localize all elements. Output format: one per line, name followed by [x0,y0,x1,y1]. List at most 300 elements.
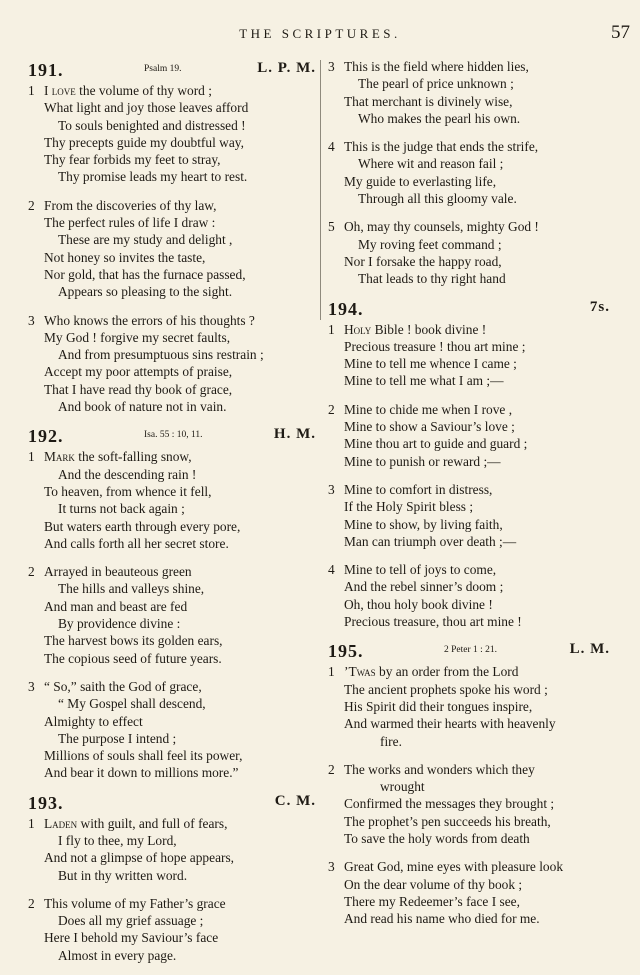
line-text [380,733,402,750]
line-text [344,355,517,372]
line-text [58,231,232,248]
line-words: What light and joy those leaves afford [44,100,249,116]
line-text [380,778,425,795]
line-text [44,483,212,500]
verse-line [324,401,614,418]
verse-line [24,249,320,266]
line-words: Oh, thou holy book divine ! [344,596,493,612]
verse-line [324,596,614,613]
line-text [344,481,492,498]
line-words: fire. [380,733,402,749]
line-words: Mine to tell me what I am ;— [344,373,504,389]
line-text [344,561,496,578]
line-words: the soft-falling snow, [74,449,192,465]
verse [324,481,614,550]
verse-line [24,650,320,667]
line-text [44,312,255,329]
line-words: Almost in every page. [58,947,177,963]
line-text [44,134,244,151]
verse-line [24,82,320,99]
line-words: This volume of my Father’s grace [44,895,226,911]
line-words: The harvest bows its golden ears, [44,633,223,649]
line-text [58,730,176,747]
verse-line [24,535,320,552]
verse-line [24,363,320,380]
small-caps-opening: Holy [344,321,372,337]
verse-number: 1 [328,664,335,680]
verse-line [324,761,614,778]
line-words: And calls forth all her secret store. [44,535,229,551]
hymn-number: 192. [28,426,64,447]
verse-line [324,910,614,927]
line-words: Thy precepts guide my doubtful way, [44,134,244,150]
line-text [58,117,246,134]
line-text [58,695,206,712]
line-text [44,895,226,912]
line-text [58,398,226,415]
verse-line [24,448,320,465]
verse [24,197,320,301]
verse-line [24,832,320,849]
verse-line [24,580,320,597]
hymn-meter: H. M. [273,426,316,443]
line-text [344,663,518,680]
verse-number: 3 [328,59,335,74]
line-text [44,747,242,764]
verse-line [24,151,320,168]
line-words: That leads to thy right hand [358,271,506,287]
line-words: The purpose I intend ; [58,730,177,746]
hymn [324,58,614,288]
line-words: Bible ! book divine ! [371,321,487,337]
line-words: “ So,” saith the God of grace, [44,678,202,694]
verse [324,663,614,749]
line-text [58,500,185,517]
line-text [44,99,248,116]
verse-line [24,849,320,866]
hymn-meter: 7s. [589,298,610,315]
verse-line [324,663,614,680]
verse [324,138,614,207]
hymn-header [324,641,614,663]
line-text [44,535,229,552]
line-text [344,761,535,778]
line-text [344,698,532,715]
line-text [358,110,520,127]
hymn-meter: L. M. [569,641,610,658]
verse [324,761,614,847]
line-words: And the descending rain ! [58,466,197,482]
line-words: But waters earth through every pore, [44,518,241,534]
verse-line [24,713,320,730]
small-caps-opening: ’Twas [344,664,376,680]
line-words: If the Holy Spirit bless ; [344,499,474,515]
verse [324,58,614,127]
hymn-header [24,793,320,815]
line-text [344,401,512,418]
hymn-header [24,60,320,82]
line-words: Precious treasure ! thou art mine ; [344,338,526,354]
line-text [344,876,522,893]
verse-line [324,218,614,235]
verse-line [324,498,614,515]
line-words: His Spirit did their tongues inspire, [344,698,533,714]
verse-line [324,698,614,715]
verse-number: 2 [328,761,335,777]
verse-line [324,578,614,595]
small-caps-opening: I love [44,83,76,98]
line-text [44,266,246,283]
line-text [44,650,222,667]
line-text [344,372,504,389]
line-text [344,93,512,110]
verse [24,312,320,416]
line-text [358,155,503,172]
line-words: And read his name who died for me. [344,911,540,927]
verse-line [24,283,320,300]
verse-line [324,453,614,470]
hymn-number: 193. [28,792,64,813]
line-text [344,338,525,355]
line-text [44,448,192,465]
line-words: From the discoveries of thy law, [44,197,217,213]
line-words: Mine thou art to guide and guard ; [344,436,528,452]
verse-line [24,99,320,116]
line-text [344,533,516,550]
line-words: The ancient prophets spoke his word ; [344,681,548,697]
line-text [344,830,530,847]
verse-line [324,613,614,630]
verse-line [24,929,320,946]
line-text [58,346,264,363]
line-text [44,82,212,99]
verse-line [24,747,320,764]
line-text [44,678,202,695]
verse-line [324,270,614,287]
line-words: My guide to everlasting life, [344,173,497,189]
verse-number: 2 [328,401,335,417]
line-text [44,214,215,231]
line-text [58,615,180,632]
line-words: “ My Gospel shall descend, [58,696,206,712]
verse [324,858,614,927]
line-words: with guilt, and full of fears, [77,815,228,831]
verse-number: 3 [328,859,335,875]
line-words: To save the holy words from death [344,830,530,846]
verse-number: 5 [328,219,335,235]
verse-line [324,75,614,92]
hymn-number: 191. [28,60,64,80]
line-text [358,75,514,92]
line-words: by an order from the Lord [375,664,519,680]
verse [324,321,614,390]
line-words: And bear it down to millions more.” [44,765,239,781]
verse-number: 4 [328,562,335,578]
hymn-number: 195. [328,641,364,662]
line-text [58,832,177,849]
verse-line [324,795,614,812]
verse-line [324,155,614,172]
running-head [0,22,640,46]
line-words: These are my study and delight , [58,232,233,248]
verse-number: 2 [28,895,35,911]
line-text [344,715,556,732]
line-text [58,466,196,483]
line-text [44,598,187,615]
line-text [44,381,232,398]
line-words: My God ! forgive my secret faults, [44,329,231,345]
page-number: 57 [611,22,630,43]
verse-number: 1 [28,815,35,831]
line-text [344,795,554,812]
line-words: And book of nature not in vain. [58,399,227,415]
line-words: The pearl of price unknown ; [358,76,514,92]
verse-line [24,730,320,747]
line-words: wrought [380,779,425,795]
line-text [44,249,205,266]
verse [24,678,320,782]
verse-line [24,398,320,415]
line-words: Great God, mine eyes with pleasure look [344,859,564,875]
verse-line [24,117,320,134]
verse-line [24,598,320,615]
verse-line [24,312,320,329]
left-column [24,58,320,975]
line-text [44,713,143,730]
verse-line [24,231,320,248]
line-words: That I have read thy book of grace, [44,381,233,397]
line-words: And from presumptuous sins restrain ; [58,347,264,363]
verse-line [324,58,614,75]
line-words: Confirmed the messages they brought ; [344,796,555,812]
line-text [358,270,506,287]
line-text [344,596,493,613]
hymn [324,641,614,927]
line-words: Thy fear forbids my feet to stray, [44,152,221,168]
line-text [58,947,176,964]
verse-line [324,778,614,795]
line-words: And man and beast are fed [44,598,188,614]
hymn-scripture-reference: 2 Peter 1 : 21. [444,645,498,656]
line-text [344,858,563,875]
line-text [344,453,501,470]
verse-line [324,681,614,698]
verse [324,218,614,287]
line-words: And the rebel sinner’s doom ; [344,579,504,595]
verse-line [324,418,614,435]
line-words: Thy promise leads my heart to rest. [58,169,248,185]
verse-line [324,858,614,875]
verse [24,563,320,667]
verse-line [324,561,614,578]
line-words: Millions of souls shall feel its power, [44,748,243,764]
line-words: This is the judge that ends the strife, [344,139,539,155]
line-words: Precious treasure, thou art mine ! [344,614,522,630]
verse-line [324,253,614,270]
line-text [44,197,216,214]
line-words: Arrayed in beauteous green [44,564,192,580]
line-text [344,418,515,435]
verse-line [24,466,320,483]
small-caps-opening: Mark [44,449,75,465]
line-text [58,867,187,884]
verse [324,561,614,630]
line-text [344,498,473,515]
line-words: Oh, may thy counsels, mighty God ! [344,219,539,235]
right-column [324,58,614,938]
verse-line [24,815,320,832]
line-text [44,329,230,346]
line-text [44,849,234,866]
verse-line [24,381,320,398]
verse-line [324,715,614,732]
line-words: Appears so pleasing to the sight. [58,284,233,300]
line-words: Man can triumph over death ;— [344,533,517,549]
verse-line [24,346,320,363]
hymn [24,60,320,415]
line-text [58,283,232,300]
line-words: Not honey so invites the taste, [44,249,206,265]
line-words: But in thy written word. [58,867,188,883]
line-words: Almighty to effect [44,713,143,729]
line-text [358,190,517,207]
line-words: Through all this gloomy vale. [358,191,517,207]
line-words: Mine to comfort in distress, [344,481,493,497]
line-words: Mine to punish or reward ;— [344,453,501,469]
line-text [44,563,192,580]
line-text [344,613,522,630]
line-text [44,151,221,168]
verse-line [324,481,614,498]
line-words: And warmed their hearts with heavenly [344,716,556,732]
verse-line [324,321,614,338]
verse-line [324,435,614,452]
line-words: To souls benighted and distressed ! [58,117,246,133]
line-words: It turns not back again ; [58,501,185,517]
verse-line [324,372,614,389]
line-text [344,910,540,927]
verse-line [324,533,614,550]
line-text [344,893,520,910]
verse-number: 1 [328,321,335,337]
line-words: The prophet’s pen succeeds his breath, [344,813,551,829]
verse-line [24,895,320,912]
verse-number: 2 [28,564,35,580]
verse-line [24,500,320,517]
line-words: Accept my poor attempts of praise, [44,364,233,380]
line-words: Does all my grief assuage ; [58,913,204,929]
line-text [344,253,502,270]
verse-line [24,632,320,649]
line-text [344,58,529,75]
line-words: By providence divine : [58,616,181,632]
verse-line [24,197,320,214]
verse-line [24,329,320,346]
line-words: The hills and valleys shine, [58,581,205,597]
line-words: Mine to chide me when I rove , [344,401,513,417]
line-text [344,218,539,235]
hymn-scripture-reference: Psalm 19. [144,64,182,74]
line-words: Nor gold, that has the furnace passed, [44,266,246,282]
verse-line [324,733,614,750]
verse [24,448,320,552]
line-words: Mine to tell of joys to come, [344,562,497,578]
verse-line [324,876,614,893]
line-text [344,681,548,698]
verse-line [324,355,614,372]
line-text [344,813,551,830]
hymn-number: 194. [328,298,364,319]
line-words: Here I behold my Saviour’s face [44,930,219,946]
hymn-header [24,426,320,448]
verse-line [24,518,320,535]
hymn [24,426,320,781]
line-text [44,632,223,649]
verse-number: 3 [28,312,35,328]
line-words: The perfect rules of life I draw : [44,215,216,231]
line-words: Mine to show, by living faith, [344,516,503,532]
verse-line [324,813,614,830]
verse-line [24,615,320,632]
line-text [58,168,247,185]
verse-line [24,678,320,695]
line-text [358,236,502,253]
verse-line [24,912,320,929]
verse-line [24,695,320,712]
verse-line [324,93,614,110]
line-words: That merchant is divinely wise, [344,93,513,109]
line-words: This is the field where hidden lies, [344,59,529,74]
line-text [44,363,232,380]
verse-number: 4 [328,139,335,155]
line-words: the volume of thy word ; [75,83,212,98]
verse-number: 2 [28,197,35,213]
verse-line [24,764,320,781]
line-words: Nor I forsake the happy road, [344,253,502,269]
verse-line [24,563,320,580]
line-text [344,321,486,338]
verse-line [24,483,320,500]
line-text [58,580,204,597]
verse-line [324,893,614,910]
verse-number: 1 [28,83,35,98]
line-text [58,912,203,929]
line-text [344,138,538,155]
line-words: To heaven, from whence it fell, [44,483,212,499]
line-text [344,173,496,190]
hymn-meter: C. M. [274,792,316,809]
line-words: I fly to thee, my Lord, [58,832,177,848]
line-text [344,578,503,595]
verse-line [24,867,320,884]
verse-line [24,947,320,964]
hymn-scripture-reference: Isa. 55 : 10, 11. [144,430,203,441]
line-words: Mine to show a Saviour’s love ; [344,419,515,435]
line-text [344,516,503,533]
hymn-meter: L. P. M. [257,60,316,76]
verse [324,401,614,470]
verse-number: 1 [28,449,35,465]
line-words: On the dear volume of thy book ; [344,876,523,892]
line-text [344,435,527,452]
verse-line [324,190,614,207]
verse-line [324,110,614,127]
verse-line [324,236,614,253]
line-text [44,518,240,535]
hymn [24,793,320,964]
verse-line [24,134,320,151]
verse-line [324,516,614,533]
